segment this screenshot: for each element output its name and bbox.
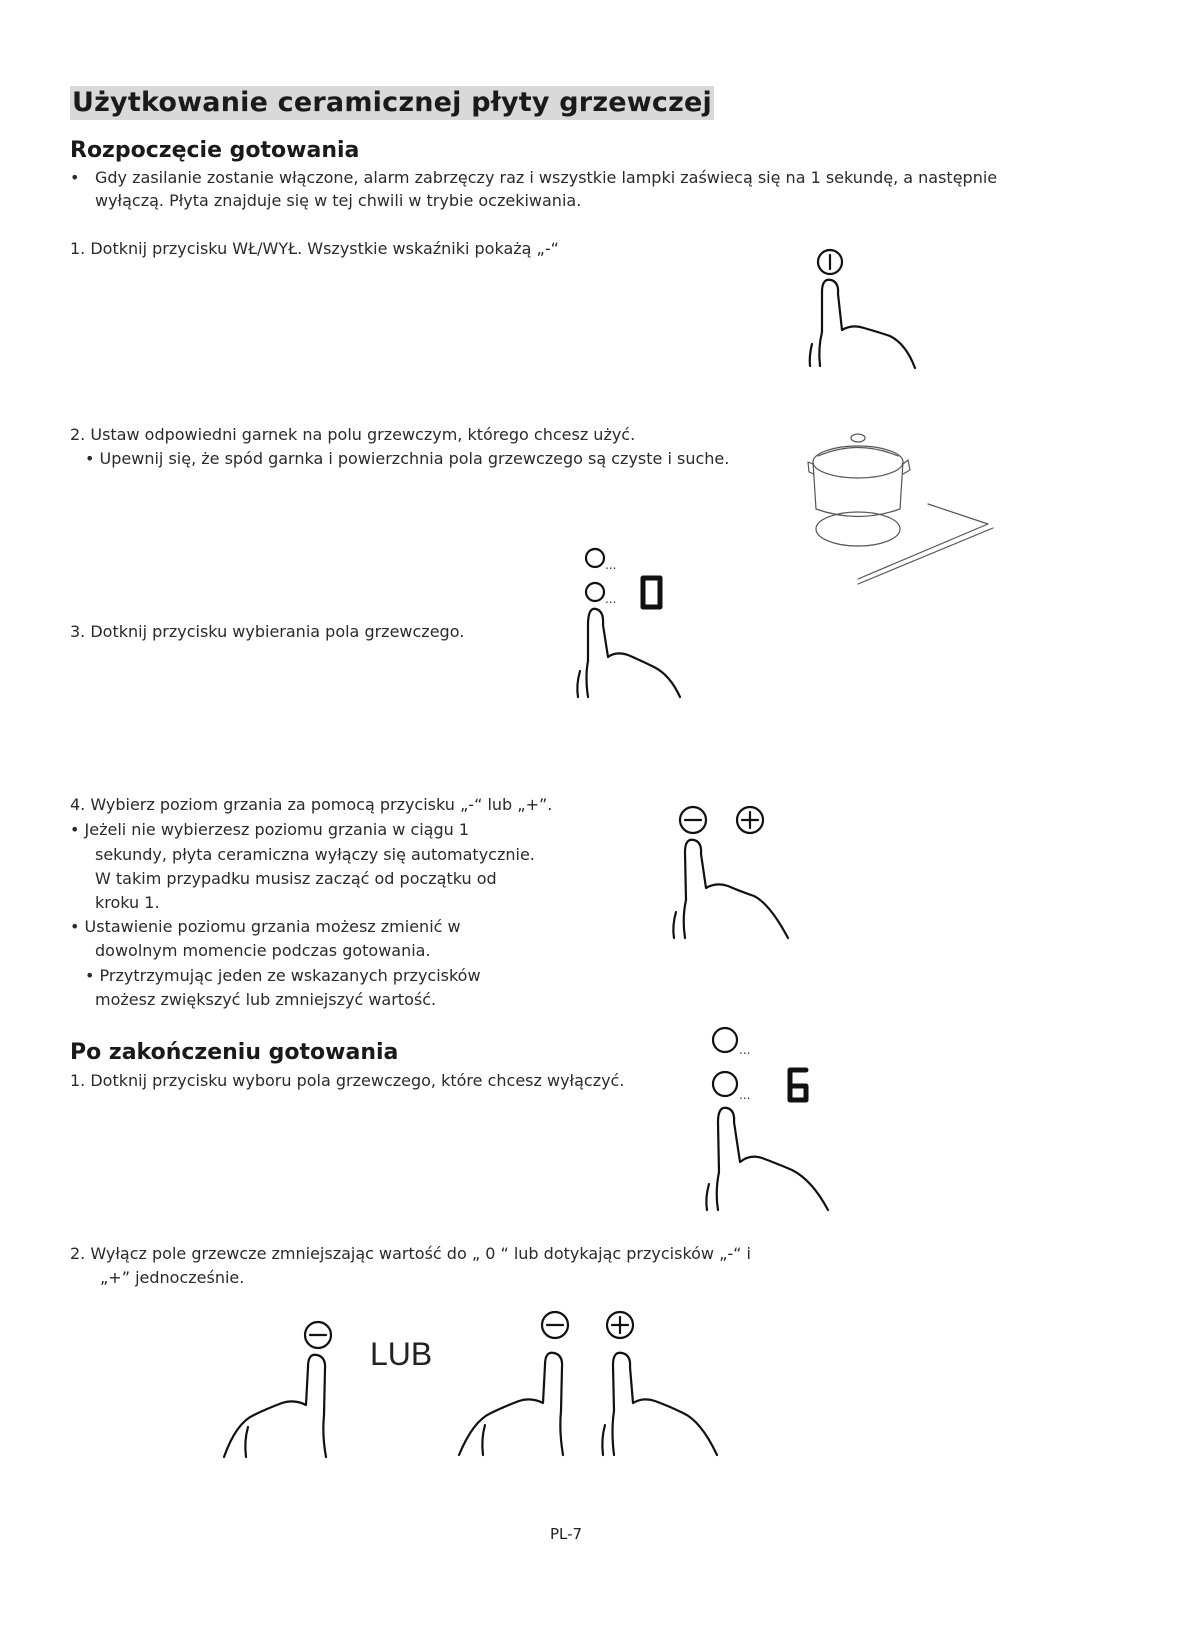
step-4-illustration [660,800,810,950]
step-4-bullet-1-line-3: W takim przypadku musisz zacząć od początku od [95,869,497,888]
step-1-text: 1. Dotknij przycisku WŁ/WYŁ. Wszystkie wskaźniki pokażą „-“ [70,239,559,258]
step-3-display [643,578,660,607]
finger-icon [459,1353,563,1455]
svg-text:...: ... [605,592,617,606]
step-4-bullet-2-line-2: dowolnym momencie podczas gotowania. [95,941,431,960]
page-number: PL-7 [550,1525,583,1543]
finger-icon [673,840,788,938]
end-step-2-line-2: „+” jednocześnie. [100,1268,245,1287]
selector-icon [586,549,616,606]
bullet-marker: • [70,168,80,187]
section-heading-start: Rozpoczęcie gotowania [70,138,360,163]
power-icon [818,250,842,274]
svg-text:...: ... [605,558,617,572]
minus-icon [680,807,706,833]
plus-icon [607,1312,633,1338]
minus-icon [305,1322,331,1348]
step-4-bullet-1-line-1: • Jeżeli nie wybierzesz poziomu grzania w ciągu 1 [70,820,470,839]
step-2-bullet: • Upewnij się, że spód garnka i powierzchnia pola grzewczego są czyste i suche. [85,449,730,468]
pot-icon [808,424,998,590]
step-4-text: 4. Wybierz poziom grzania za pomocą przycisku „-“ lub „+”. [70,795,553,814]
step-4-bullet-3-line-2: możesz zwiększyć lub zmniejszyć wartość. [95,990,437,1009]
section-heading-end: Po zakończeniu gotowania [70,1040,399,1065]
svg-text:...: ... [739,1088,751,1102]
step-3-text: 3. Dotknij przycisku wybierania pola grzewczego. [70,622,465,641]
finger-icon [224,1355,326,1457]
page-title: Użytkowanie ceramicznej płyty grzewczej [72,87,712,118]
end-step-1-display [790,1070,806,1100]
step-4-bullet-3-line-1: • Przytrzymując jeden ze wskazanych przycisków [85,966,481,985]
end-step-2-line-1: 2. Wyłącz pole grzewcze zmniejszając wartość do „ 0 “ lub dotykając przycisków „-“ i [70,1244,751,1263]
selector-icon [713,1028,750,1102]
end-step-1-text: 1. Dotknij przycisku wyboru pola grzewczego, które chcesz wyłączyć. [70,1071,625,1090]
finger-icon [602,1353,717,1455]
step-4-bullet-1-line-2: sekundy, płyta ceramiczna wyłączy się automatycznie. [95,845,535,864]
intro-line-2: wyłączą. Płyta znajduje się w tej chwili w trybie oczekiwania. [95,191,582,210]
plus-icon [737,807,763,833]
finger-icon [810,280,915,368]
step-4-bullet-1-line-4: kroku 1. [95,893,160,912]
or-label: LUB [370,1336,433,1372]
step-3-illustration [570,545,690,705]
step-2-text: 2. Ustaw odpowiedni garnek na polu grzewczym, którego chcesz użyć. [70,425,636,444]
intro-line-1: Gdy zasilanie zostanie włączone, alarm zabrzęczy raz i wszystkie lampki zaświecą się na 1 sekundę, a następnie [95,168,998,187]
step-4-bullet-2-line-1: • Ustawienie poziomu grzania możesz zmienić w [70,917,461,936]
svg-text:...: ... [739,1043,751,1057]
minus-icon [542,1312,568,1338]
minus-finger-illustration [220,1315,360,1465]
minus-plus-fingers-illustration [455,1305,725,1465]
step-1-illustration [800,240,940,375]
end-step-1-illustration [700,1022,840,1217]
